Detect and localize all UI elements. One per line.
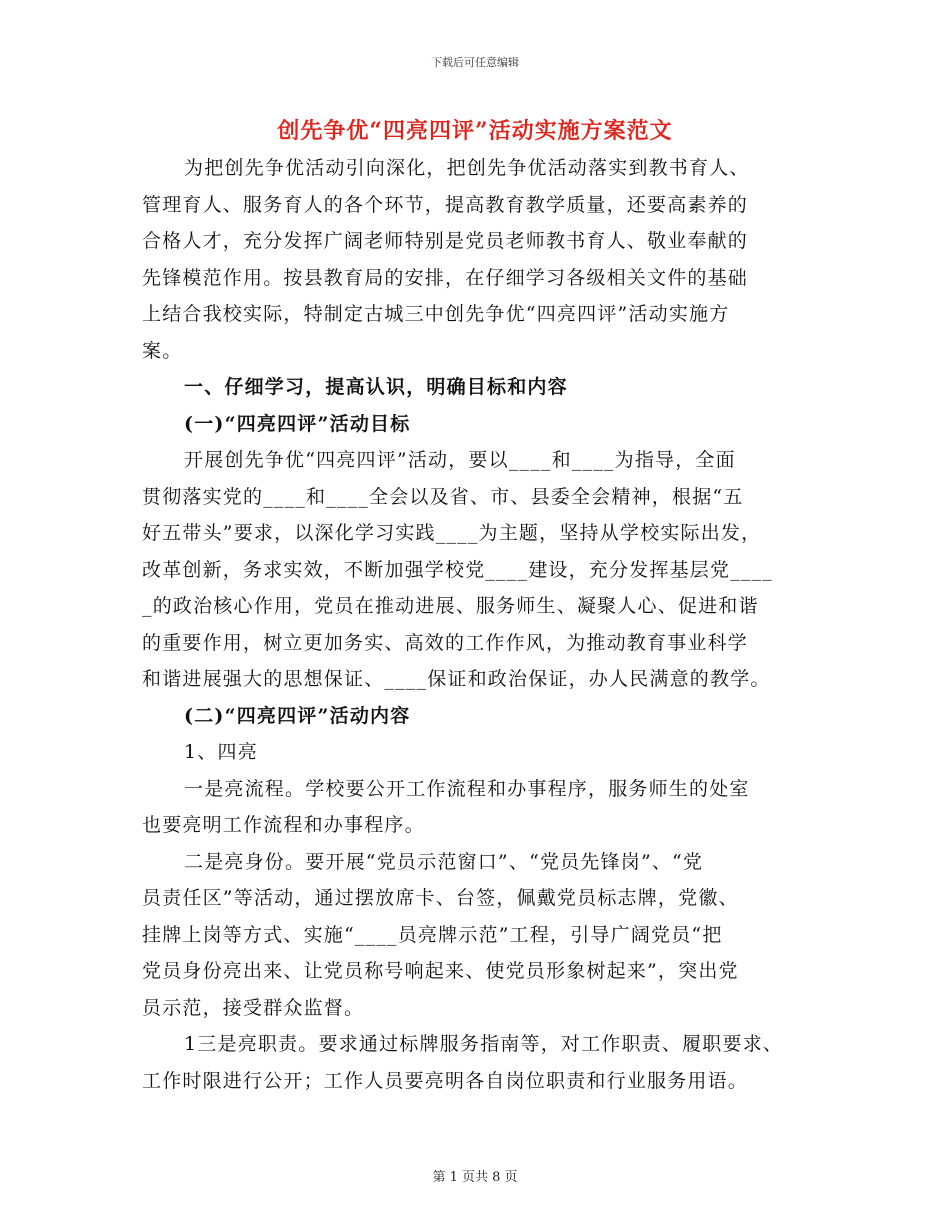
section-heading: 一、仔细学习，提高认识，明确目标和内容 xyxy=(184,376,568,398)
text-line: 上结合我校实际，特制定古城三中创先争优“四亮四评”活动实施方 xyxy=(142,303,730,325)
text-line: 挂牌上岗等方式、实施“____员亮牌示范”工程，引导广阔党员“把 xyxy=(142,923,723,946)
list-heading: 1、四亮 xyxy=(184,741,258,763)
text-line: 党员身份亮出来、让党员称号响起来、使党员形象树起来”，突出党 xyxy=(142,960,739,982)
text-line: 1三是亮职责。要求通过标牌服务指南等，对工作职责、履职要求、 xyxy=(184,1033,784,1055)
text-line: 管理育人、服务育人的各个环节，提高教育教学质量，还要高素养的 xyxy=(142,193,749,216)
document-title: 创先争优“四亮四评”活动实施方案范文 xyxy=(277,118,673,144)
text-line: 好五带头”要求，以深化学习实践____为主题，坚持从学校实际出发， xyxy=(142,522,762,544)
text-line: 员示范，接受群众监督。 xyxy=(142,996,365,1019)
text-line: 工作时限进行公开；工作人员要亮明各自岗位职责和行业服务用语。 xyxy=(142,1069,749,1092)
text-line: 为把创先争优活动引向深化，把创先争优活动落实到教书育人、 xyxy=(184,157,750,179)
text-line: 一是亮流程。学校要公开工作流程和办事程序，服务师生的处室 xyxy=(184,777,750,800)
text-line: 贯彻落实党的____和____全会以及省、市、县委全会精神，根据“五 xyxy=(142,485,744,508)
text-line: 的重要作用，树立更加务实、高效的工作作风，为推动教育事业科学 xyxy=(142,631,749,654)
text-line: 开展创先争优“四亮四评”活动，要以____和____为指导，全面 xyxy=(184,449,736,471)
text-line: 合格人才，充分发挥广阔老师特别是党员老师教书育人、敬业奉献的 xyxy=(142,230,749,252)
text-line: 二是亮身份。要开展“党员示范窗口”、“党员先锋岗”、“党 xyxy=(184,850,704,873)
text-line: 案。 xyxy=(142,339,183,362)
text-line: 改革创新，务求实效，不断加强学校党____建设，充分发挥基层党____ xyxy=(142,558,774,581)
subsection-heading: (一)“四亮四评”活动目标 xyxy=(184,412,411,435)
header-note: 下载后可任意编辑 xyxy=(431,56,519,69)
text-line: 员责任区”等活动，通过摆放席卡、台签，佩戴党员标志牌，党徽、 xyxy=(142,887,739,909)
subsection-heading: (二)“四亮四评”活动内容 xyxy=(184,704,411,727)
text-line: 也要亮明工作流程和办事程序。 xyxy=(142,814,425,836)
document-body xyxy=(142,150,812,1099)
text-line: _的政治核心作用，党员在推动进展、服务师生、凝聚人心、促进和谐 xyxy=(142,595,759,617)
text-line: 先锋模范作用。按县教育局的安排，在仔细学习各级相关文件的基础 xyxy=(142,266,749,289)
text-line: 和谐进展强大的思想保证、____保证和政治保证，办人民满意的教学。 xyxy=(142,668,771,690)
page-number: 第 1 页共 8 页 xyxy=(432,1170,518,1185)
